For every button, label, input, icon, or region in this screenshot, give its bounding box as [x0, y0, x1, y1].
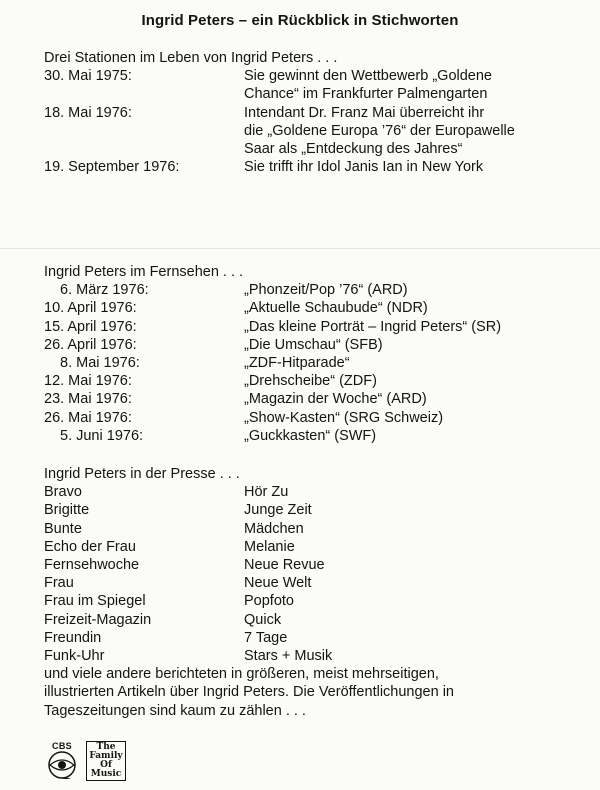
press-title: Bunte	[44, 520, 82, 537]
station-text: Saar als „Entdeckung des Jahres“	[244, 141, 463, 158]
station-entry	[44, 158, 515, 176]
tv-entry	[44, 409, 501, 427]
tv-date: 6. März 1976:	[60, 282, 149, 299]
family-logo-text: Of	[100, 760, 112, 770]
press-title: Brigitte	[44, 502, 90, 519]
tv-show: „Aktuelle Schaubude“ (NDR)	[244, 300, 428, 317]
tv-entry	[44, 354, 501, 372]
tv-section	[44, 263, 501, 445]
press-closing: Tageszeitungen sind kaum zu zählen . . .	[44, 702, 306, 719]
tv-date: 15. April 1976:	[44, 318, 137, 335]
press-row	[44, 556, 454, 574]
press-closing: und viele andere berichteten in größeren, meist mehrseitigen,	[44, 666, 439, 683]
press-title: Frau	[44, 575, 74, 592]
press-closing: illustrierten Artikeln über Ingrid Peters. Die Veröffentlichungen in	[44, 684, 454, 701]
stations-section	[44, 49, 515, 176]
press-section	[44, 465, 454, 720]
tv-show: „Drehscheibe“ (ZDF)	[244, 373, 377, 390]
tv-date: 26. April 1976:	[44, 336, 137, 353]
tv-show: „Phonzeit/Pop ’76“ (ARD)	[244, 282, 408, 299]
tv-show: „ZDF-Hitparade“	[244, 355, 350, 372]
press-title: Popfoto	[244, 593, 294, 610]
tv-entry	[44, 427, 501, 445]
press-title: Fernsehwoche	[44, 557, 140, 574]
press-row	[44, 592, 454, 610]
press-title: Frau im Spiegel	[44, 593, 146, 610]
press-title: Melanie	[244, 538, 295, 555]
press-row	[44, 611, 454, 629]
tv-date: 8. Mai 1976:	[60, 355, 140, 372]
tv-entry	[44, 390, 501, 408]
tv-heading: Ingrid Peters im Fernsehen . . .	[44, 264, 244, 280]
tv-date: 12. Mai 1976:	[44, 373, 132, 390]
press-title: Freundin	[44, 629, 102, 646]
press-row	[44, 574, 454, 592]
press-row	[44, 647, 454, 665]
family-of-music-logo	[86, 741, 126, 781]
press-heading: Ingrid Peters in der Presse . . .	[44, 466, 240, 482]
tv-show: „Magazin der Woche“ (ARD)	[244, 391, 427, 408]
tv-entry	[44, 281, 501, 299]
tv-date: 5. Juni 1976:	[60, 427, 144, 444]
tv-show: „Show-Kasten“ (SRG Schweiz)	[244, 409, 444, 426]
press-title: Junge Zeit	[244, 502, 312, 519]
station-text: Sie trifft ihr Idol Janis Ian in New York	[244, 159, 484, 176]
cbs-logo	[42, 741, 82, 781]
station-entry	[44, 104, 515, 159]
tv-entry	[44, 372, 501, 390]
press-title: Funk-Uhr	[44, 648, 105, 665]
tv-show: „Die Umschau“ (SFB)	[244, 336, 383, 353]
press-row	[44, 501, 454, 519]
tv-entry	[44, 318, 501, 336]
press-title: Neue Welt	[244, 575, 312, 592]
stations-heading: Drei Stationen im Leben von Ingrid Peters . . .	[44, 50, 338, 66]
tv-show: „Guckkasten“ (SWF)	[244, 427, 377, 444]
station-text: Intendant Dr. Franz Mai überreicht ihr	[244, 104, 485, 121]
tv-show: „Das kleine Porträt – Ingrid Peters“ (SR)	[244, 318, 502, 335]
station-date: 19. September 1976:	[44, 159, 180, 176]
tv-entry	[44, 336, 501, 354]
fold-line	[0, 248, 600, 249]
station-date: 18. Mai 1976:	[44, 104, 132, 121]
family-logo-text: The	[96, 742, 116, 752]
press-row	[44, 520, 454, 538]
tv-entry	[44, 299, 501, 317]
cbs-eye-icon	[47, 751, 77, 779]
family-logo-text: Music	[90, 769, 122, 779]
press-title: Echo der Frau	[44, 538, 136, 555]
press-title: Stars + Musik	[244, 648, 333, 665]
press-title: Bravo	[44, 484, 82, 501]
station-text: Sie gewinnt den Wettbewerb „Goldene	[244, 68, 492, 85]
press-title: 7 Tage	[244, 629, 288, 646]
station-text: Chance“ im Frankfurter Palmengarten	[244, 86, 488, 103]
press-row	[44, 629, 454, 647]
label-logos	[42, 741, 126, 781]
station-text: die „Goldene Europa ’76“ der Europawelle	[244, 122, 515, 139]
press-row	[44, 483, 454, 501]
press-title: Quick	[244, 611, 282, 628]
tv-date: 23. Mai 1976:	[44, 391, 132, 408]
cbs-logo-text: CBS	[52, 741, 72, 751]
tv-date: 10. April 1976:	[44, 300, 137, 317]
family-logo-text: Family	[89, 751, 123, 761]
press-row	[44, 538, 454, 556]
press-title: Freizeit-Magazin	[44, 611, 152, 628]
station-entry	[44, 67, 515, 103]
press-title: Hör Zu	[244, 484, 289, 501]
press-title: Mädchen	[244, 520, 304, 537]
tv-date: 26. Mai 1976:	[44, 409, 132, 426]
station-date: 30. Mai 1975:	[44, 68, 132, 85]
press-title: Neue Revue	[244, 557, 325, 574]
page-title: Ingrid Peters – ein Rückblick in Stichworten	[141, 12, 459, 29]
